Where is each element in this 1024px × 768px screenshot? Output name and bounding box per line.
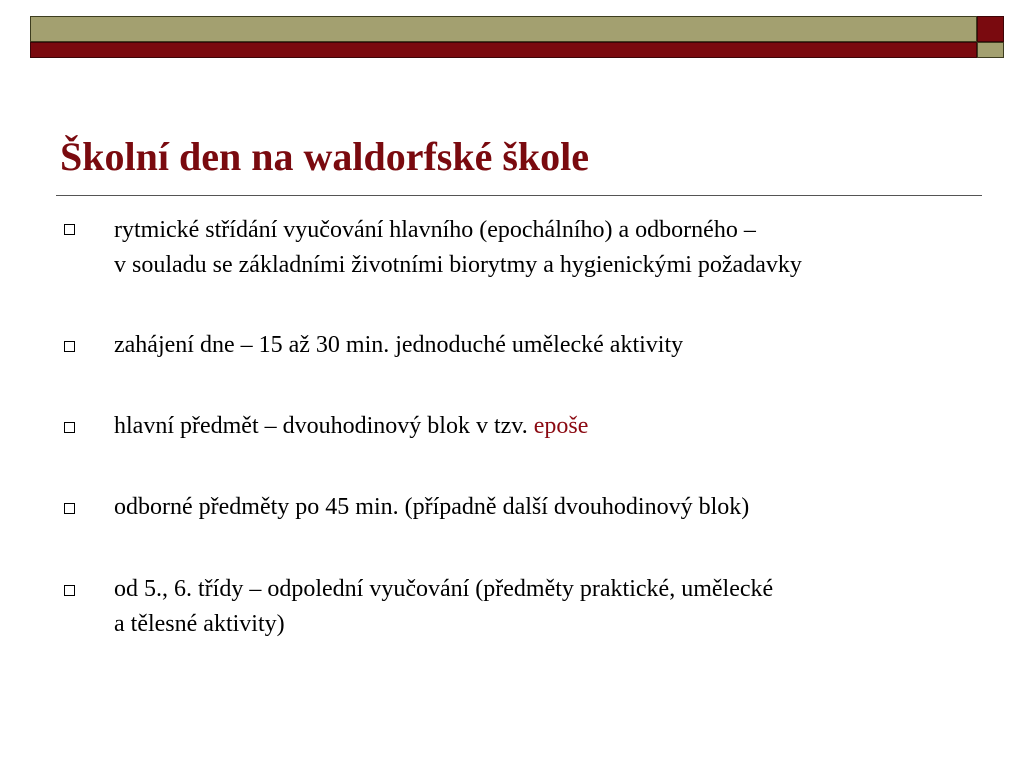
bullet-line: hlavní předmět – dvouhodinový blok v tzv.	[114, 413, 534, 439]
bullet-text	[114, 213, 974, 283]
hollow-square-icon	[64, 585, 75, 596]
title-underline	[56, 195, 982, 196]
decor-square-maroon	[977, 16, 1004, 42]
slide-title: Školní den na waldorfské škole	[60, 134, 590, 179]
hollow-square-icon	[64, 422, 75, 433]
bullet-text	[114, 328, 974, 363]
bullet-line: odborné předměty po 45 min. (případně další dvouhodinový blok)	[114, 494, 750, 520]
bullet-text	[114, 572, 974, 642]
decor-bar-olive	[30, 16, 977, 42]
hollow-square-icon	[64, 224, 75, 235]
bullet-line: rytmické střídání vyučování hlavního (epochálního) a odborného –	[114, 217, 756, 243]
highlighted-term: epoše	[533, 413, 589, 439]
hollow-square-icon	[64, 503, 75, 514]
bullet-line: od 5., 6. třídy – odpolední vyučování (předměty praktické, umělecké	[114, 576, 774, 602]
decor-bar-maroon	[30, 42, 977, 58]
hollow-square-icon	[64, 341, 75, 352]
bullet-text	[114, 490, 974, 525]
bullet-line: v souladu se základními životními biorytmy a hygienickými požadavky	[114, 252, 802, 278]
bullet-line: zahájení dne – 15 až 30 min. jednoduché umělecké aktivity	[114, 332, 684, 358]
bullet-text	[114, 409, 974, 444]
bullet-line: a tělesné aktivity)	[114, 611, 285, 637]
decor-square-olive	[977, 42, 1004, 58]
